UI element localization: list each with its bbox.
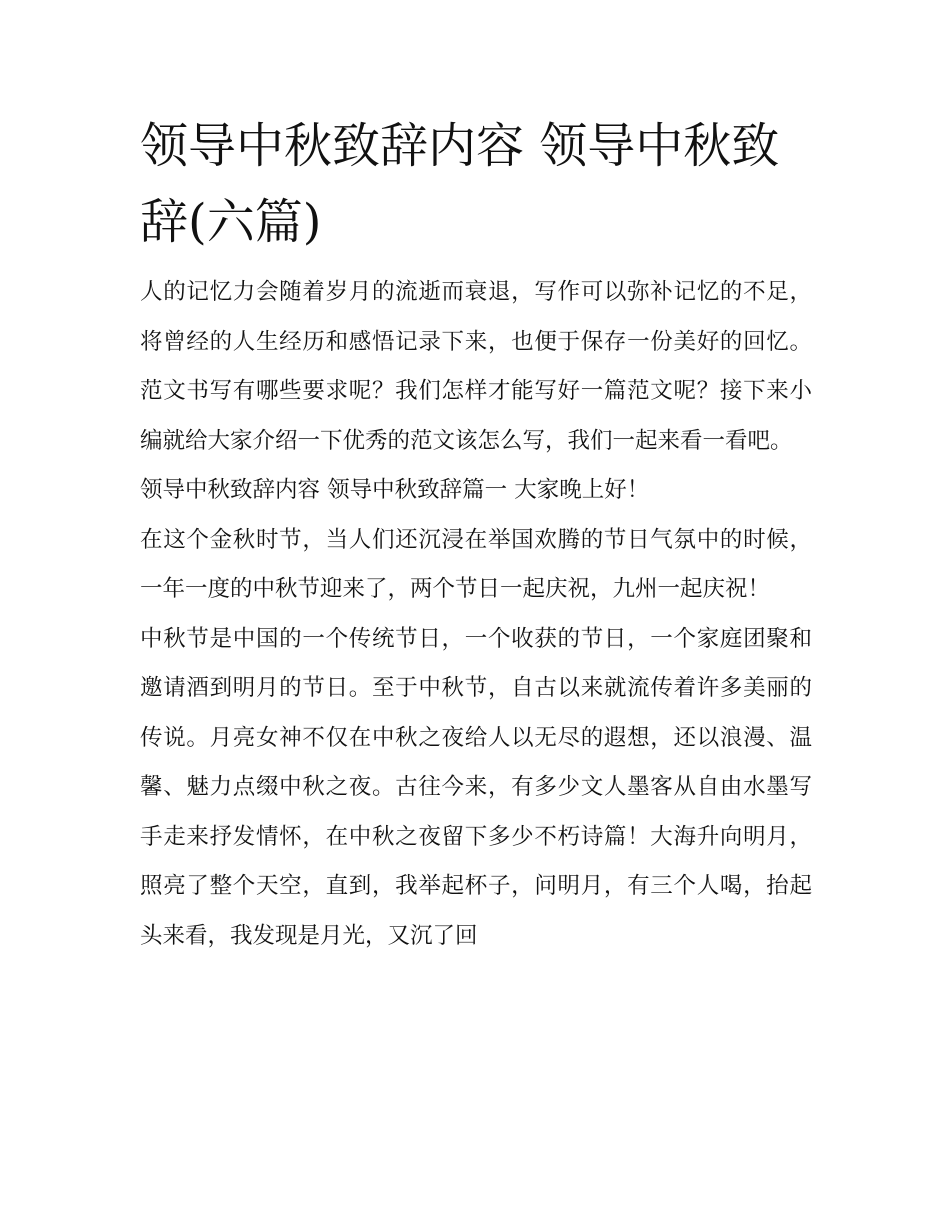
paragraph-festival: 中秋节是中国的一个传统节日，一个收获的节日，一个家庭团聚和邀请酒到明月的节日。至于中秋节，自古以来就流传着许多美丽的传说。月亮女神不仅在中秋之夜给人以无尽的遐想，还以浪漫、温馨、魅力点缀中秋之夜。古往今来，有多少文人墨客从自由水墨写手走来抒发情怀，在中秋之夜留下多少不朽诗篇！大海升向明月，照亮了整个天空，直到，我举起杯子，问明月，有三个人喝，抬起头来看，我发现是月光，又沉了回: [140, 625, 812, 949]
paragraph-intro: 人的记忆力会随着岁月的流逝而衰退，写作可以弥补记忆的不足，将曾经的人生经历和感悟记录下来，也便于保存一份美好的回忆。范文书写有哪些要求呢？我们怎样才能写好一篇范文呢？接下来小编就给大家介绍一下优秀的范文该怎么写，我们一起来看一看吧。: [140, 279, 812, 454]
paragraph-autumn: 在这个金秋时节，当人们还沉浸在举国欢腾的节日气氛中的时候，一年一度的中秋节迎来了，两个节日一起庆祝，九州一起庆祝！: [140, 526, 812, 602]
document-title: 领导中秋致辞内容 领导中秋致辞(六篇): [140, 118, 780, 250]
document-page: [140, 108, 812, 961]
paragraph-greeting: 领导中秋致辞内容 领导中秋致辞篇一 大家晚上好！: [140, 477, 650, 503]
